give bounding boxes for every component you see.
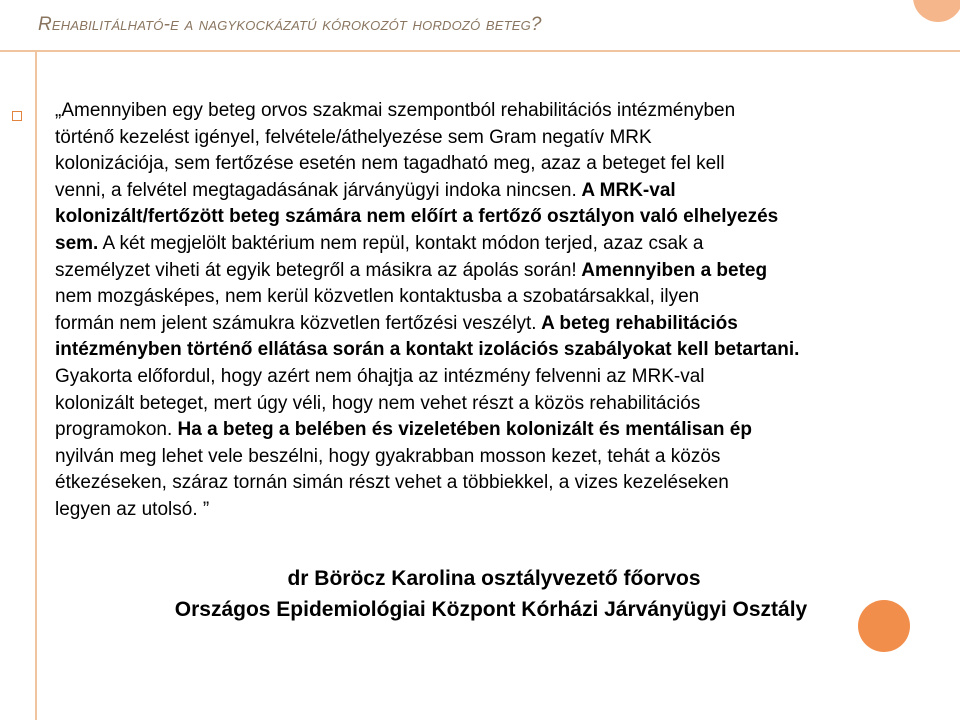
body-text-run: venni, a felvétel megtagadásának járványügyi indoka nincsen. [55, 179, 577, 201]
body-line [55, 98, 947, 125]
body-text-run: nyilván meg lehet vele beszélni, hogy gyakrabban mosson kezet, tehát a közös [55, 445, 721, 467]
hollow-square-bullet-icon [12, 111, 22, 121]
body-text-run: étkezéseken, száraz tornán simán részt vehet a többiekkel, a vizes kezeléseken [55, 472, 729, 494]
body-text-run: Gyakorta előfordul, hogy azért nem óhajtja az intézmény felvenni az MRK-val [55, 365, 705, 387]
body-line [55, 178, 947, 205]
body-line [55, 417, 947, 444]
signature-institution: Országos Epidemiológiai Központ Kórházi Járványügyi Osztály [174, 598, 808, 621]
body-line [55, 391, 947, 418]
body-text-bold-run: sem. [55, 232, 99, 254]
body-text-run: legyen az utolsó. ” [55, 498, 210, 520]
body-text-bold-run: Ha a beteg a belében és vizeletében kolonizált és mentálisan ép [172, 419, 752, 441]
body-line [55, 311, 947, 338]
body-text-bold-run: Amennyiben a beteg [576, 259, 768, 281]
body-text-run: programokon. [55, 419, 173, 441]
body-line [55, 204, 947, 231]
body-line [55, 497, 947, 524]
decorative-circle-top [913, 0, 960, 22]
body-line [55, 470, 947, 497]
body-text-run: kolonizált beteget, mert úgy véli, hogy nem vehet részt a közös rehabilitációs [55, 392, 701, 414]
body-paragraph [55, 98, 947, 524]
body-line [55, 231, 947, 258]
body-text-run: kolonizációja, sem fertőzése esetén nem tagadható meg, azaz a beteget fel kell [55, 153, 725, 175]
body-line [55, 125, 947, 152]
body-text-run: A két megjelölt baktérium nem repül, kontakt módon terjed, azaz csak a [98, 232, 704, 254]
title-underline-rule [0, 50, 960, 52]
body-text-bold-run: intézményben történő ellátása során a kontakt izolációs szabályokat kell betartani. [55, 339, 800, 361]
body-line [55, 364, 947, 391]
body-text-run: történő kezelést igényel, felvétele/áthelyezése sem Gram negatív MRK [55, 126, 652, 148]
decorative-circle-bottom [858, 600, 910, 652]
body-text-bold-run: A MRK-val [576, 179, 676, 201]
slide-title: Rehabilitálható-e a nagykockázatú kórokozót hordozó beteg? [38, 14, 542, 35]
body-line [55, 151, 947, 178]
body-line [55, 444, 947, 471]
body-text-bold-run: A beteg rehabilitációs [536, 312, 738, 334]
body-text-run: nem mozgásképes, nem kerül közvetlen kontaktusba a szobatársakkal, ilyen [55, 286, 700, 308]
body-line [55, 337, 947, 364]
body-text-bold-run: kolonizált/fertőzött beteg számára nem előírt a fertőző osztályon való elhelyezés [55, 206, 779, 228]
body-line [55, 284, 947, 311]
body-text-run: személyzet viheti át egyik betegről a másikra az ápolás során! [55, 259, 577, 281]
body-text-run: „Amennyiben egy beteg orvos szakmai szempontból rehabilitációs intézményben [55, 100, 736, 121]
body-text-run: formán nem jelent számukra közvetlen fertőzési veszélyt. [55, 312, 537, 334]
signature-name: dr Böröcz Karolina osztályvezető főorvos [287, 567, 701, 590]
body-line [55, 258, 947, 285]
